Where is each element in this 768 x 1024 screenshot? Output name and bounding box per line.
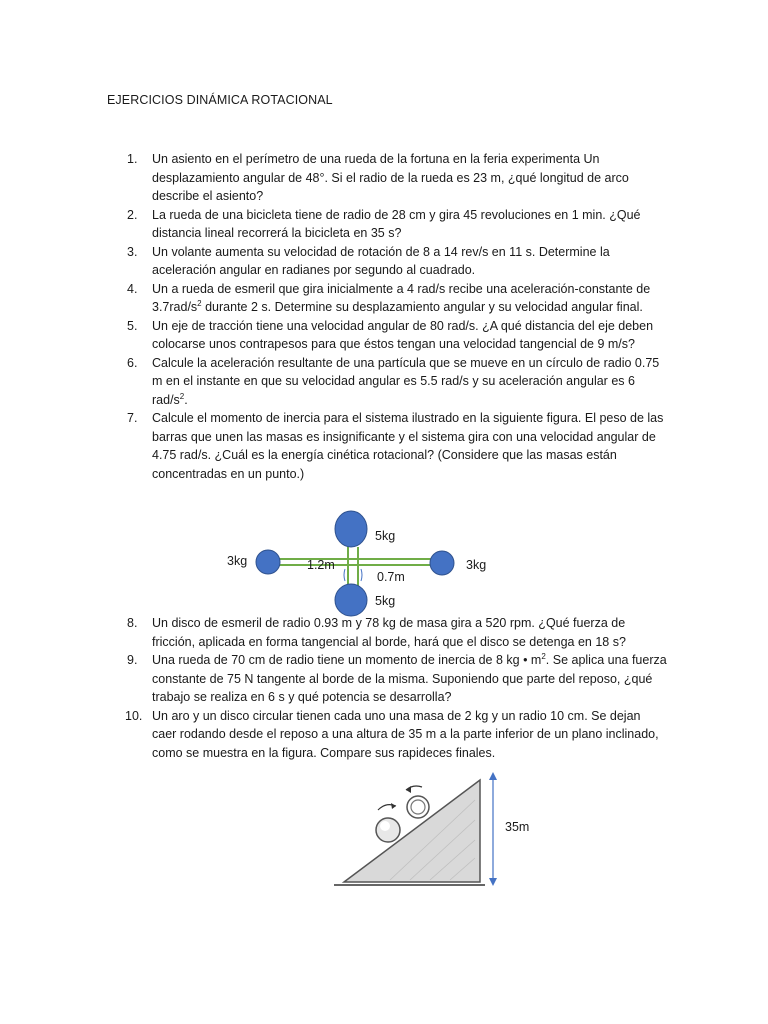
exercise-text: . Se aplica una fuerza constante de 75 N tangente al borde de la misma. Suponiendo que parte del reposo, ¿qué trabajo se realiza en 6 s y qué potencia se desarrolla?: [152, 653, 667, 704]
mass-left: [256, 550, 280, 574]
superscript: 2: [179, 391, 185, 401]
exercise-text: Un a rueda de esmeril que gira inicialmente a 4 rad/s recibe una aceleración-constante de 3.7rad/s: [152, 281, 651, 314]
height-label: 35m: [505, 820, 530, 834]
exercise-number: 10.: [125, 708, 143, 723]
exercise-item: [107, 243, 667, 280]
label-bottom-mass: 5kg: [375, 594, 396, 608]
exercise-item: [107, 150, 667, 206]
exercise-item: [107, 280, 667, 317]
exercise-list-part1: [107, 150, 667, 483]
inclined-plane-figure: [330, 770, 550, 890]
arrow-head-icon: [391, 803, 396, 809]
label-vertical-distance: 0.7m: [377, 570, 405, 584]
label-horizontal-distance: 1.2m: [307, 558, 335, 572]
height-arrow-bottom-icon: [489, 878, 497, 886]
mass-bottom: [335, 584, 367, 616]
exercise-item: [107, 206, 667, 243]
exercise-text: La rueda de una bicicleta tiene de radio de 28 cm y gira 45 revoluciones en 1 min. ¿Qué distancia lineal recorrerá la bicicleta en 35 s?: [152, 207, 641, 240]
superscript: 2: [541, 651, 546, 661]
label-right-mass: 3kg: [466, 558, 487, 572]
superscript: 2: [197, 298, 202, 308]
label-left-mass: 3kg: [227, 554, 248, 568]
exercise-number: 3.: [127, 244, 138, 259]
exercise-text: Calcule la aceleración resultante de una partícula que se mueve en un círculo de radio 0.75 m en el instante en que su velocidad angular es 5.5 rad/s y su aceleración angular es 6 rad/s: [152, 355, 660, 407]
exercise-text: Un disco de esmeril de radio 0.93 m y 78 kg de masa gira a 520 rpm. ¿Qué fuerza de fricción, aplicada en forma tangencial al borde, hará que el disco se detenga en 18 s?: [152, 616, 626, 649]
exercise-item: [107, 614, 667, 651]
exercise-text: Un eje de tracción tiene una velocidad angular de 80 rad/s. ¿A qué distancia del eje deben colocarse unos contrapesos para que éstos tengan una velocidad tangencial de 9 m/s?: [152, 318, 654, 351]
exercise-item: [107, 354, 667, 410]
exercise-number: 9.: [127, 653, 138, 667]
exercise-number: 7.: [127, 411, 138, 425]
mass-right: [430, 551, 454, 575]
exercise-item: [107, 317, 667, 354]
exercise-number: 1.: [127, 152, 138, 166]
mass-top: [335, 511, 367, 547]
exercise-text: Calcule el momento de inercia para el sistema ilustrado en la siguiente figura. El peso de las barras que unen las masas es insignificante y el sistema gira con una velocidad angular de 4.75 rad/s. ¿Cuál es la energía cinética rotacional? (Considere que las masas están concentradas en un punto.): [152, 411, 664, 481]
exercise-number: 2.: [127, 207, 138, 222]
disk-highlight: [380, 821, 390, 831]
exercise-text: Una rueda de 70 cm de radio tiene un momento de inercia de 8 kg • m: [152, 653, 542, 667]
exercise-number: 4.: [127, 281, 138, 296]
height-arrow-top-icon: [489, 772, 497, 780]
exercise-item: [107, 409, 667, 483]
exercise-number: 8.: [127, 616, 138, 630]
exercise-item: [107, 651, 667, 707]
exercise-list-part2: [107, 614, 667, 762]
exercise-text: Un asiento en el perímetro de una rueda de la fortuna en la feria experimenta Un desplazamiento angular de 48°. Si el radio de la rueda es 23 m, ¿qué longitud de arco describe el asiento?: [152, 152, 629, 203]
arrow-head-icon: [406, 786, 411, 793]
document-title: EJERCICIOS DINÁMICA ROTACIONAL: [107, 93, 333, 107]
exercise-number: 5.: [127, 318, 138, 333]
exercise-text: Un aro y un disco circular tienen cada uno una masa de 2 kg y un radio 10 cm. Se dejan caer rodando desde el reposo a una altura de 35 m a la parte inferior de un plano inclinado, como se muestra en la figura. Compare sus rapideces finales.: [152, 708, 659, 760]
exercise-item: [107, 707, 667, 763]
dimension-mark: [361, 569, 362, 581]
dimension-mark: [344, 569, 345, 581]
masses-cross-figure: [220, 505, 520, 617]
exercise-number: 6.: [127, 355, 138, 370]
incline-triangle: [344, 780, 480, 882]
hoop-inner: [411, 800, 425, 814]
label-top-mass: 5kg: [375, 529, 396, 543]
exercise-text: Un volante aumenta su velocidad de rotación de 8 a 14 rev/s en 11 s. Determine la aceleración angular en radianes por segundo al cuadrado.: [152, 244, 610, 277]
exercise-text: .: [184, 392, 188, 407]
hoop-object: [407, 796, 429, 818]
exercise-text: durante 2 s. Determine su desplazamiento angular y su velocidad angular final.: [201, 300, 643, 314]
